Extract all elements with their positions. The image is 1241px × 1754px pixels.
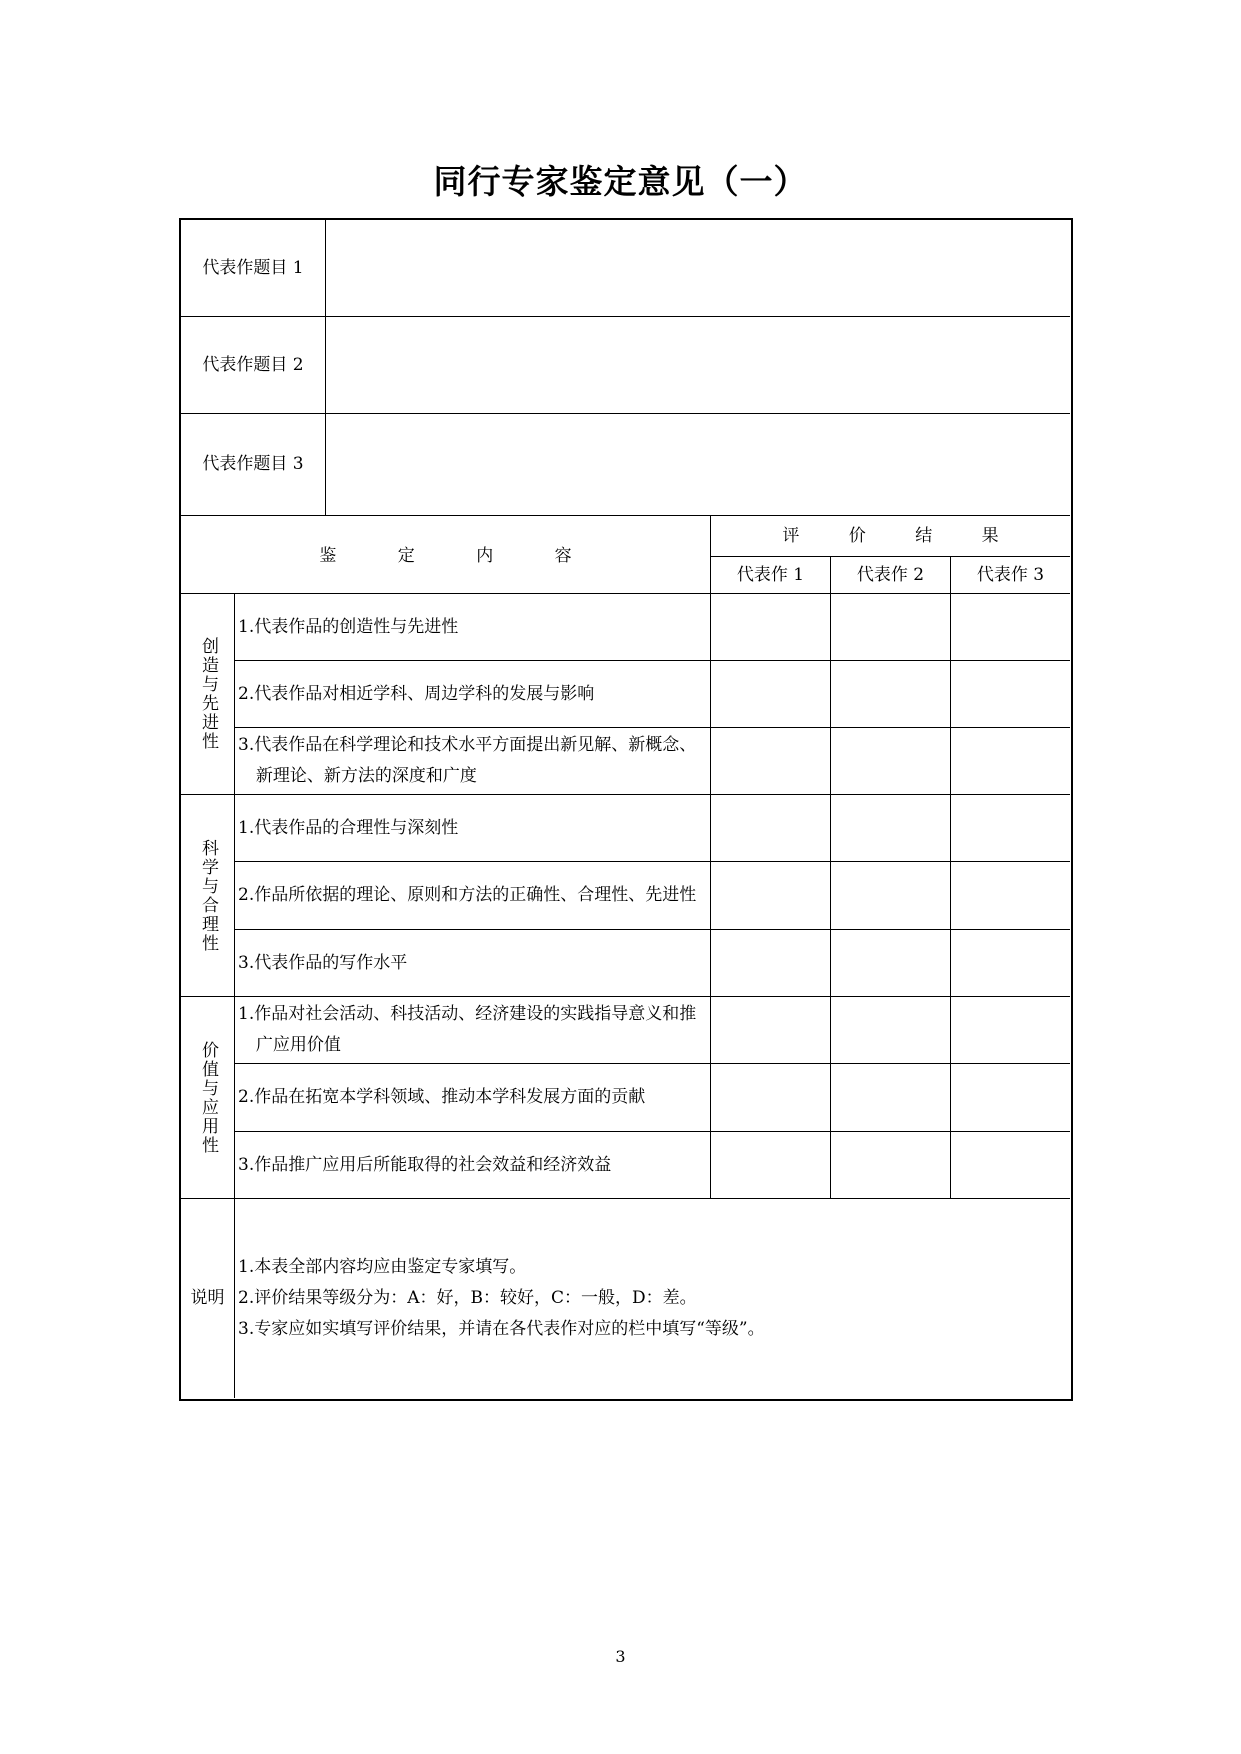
criterion-row — [235, 594, 710, 660]
criterion-text: 2.作品所依据的理论、原则和方法的正确性、合理性、先进性 — [238, 885, 697, 905]
rating-cell[interactable] — [711, 661, 830, 727]
rating-cell[interactable] — [951, 1132, 1070, 1198]
rating-cell[interactable] — [711, 930, 830, 996]
note-line: 1.本表全部内容均应由鉴定专家填写。 — [238, 1257, 527, 1277]
rating-cell[interactable] — [711, 728, 830, 794]
rating-cell[interactable] — [831, 661, 950, 727]
group-name: 科学与合理性 — [198, 838, 218, 953]
criterion-text: 3.代表作品的写作水平 — [238, 952, 408, 973]
criterion-text: 1.作品对社会活动、科技活动、经济建设的实践指导意义和推广应用价值 — [238, 1004, 697, 1055]
rating-cell[interactable] — [951, 862, 1070, 929]
criterion-row — [235, 1064, 710, 1131]
criterion-row — [235, 728, 710, 794]
note-line: 2.评价结果等级分为：A：好，B：较好，C：一般，D：差。 — [238, 1288, 697, 1308]
rating-cell[interactable] — [831, 1132, 950, 1198]
work-3-header: 代表作 3 — [976, 564, 1045, 585]
page-title: 同行专家鉴定意见（一） — [433, 162, 808, 201]
rating-cell[interactable] — [951, 930, 1070, 996]
rating-cell[interactable] — [831, 795, 950, 861]
group-label-creativity — [181, 594, 234, 794]
work-2-header: 代表作 2 — [856, 564, 925, 585]
criterion-row — [235, 1132, 710, 1198]
group-name: 价值与应用性 — [198, 1040, 218, 1155]
rating-cell[interactable] — [951, 997, 1070, 1063]
content-header: 鉴 定 内 容 — [319, 546, 600, 566]
rating-cell[interactable] — [951, 728, 1070, 794]
rating-cell[interactable] — [711, 795, 830, 861]
notes-label: 说明 — [190, 1288, 225, 1308]
appraisal-form — [179, 218, 1073, 1401]
rep-title-1-label: 代表作题目 1 — [202, 257, 304, 278]
group-label-value — [181, 997, 234, 1198]
rating-cell[interactable] — [831, 862, 950, 929]
rating-cell[interactable] — [951, 594, 1070, 660]
criterion-row — [235, 930, 710, 996]
criterion-text: 1.代表作品的创造性与先进性 — [238, 616, 459, 637]
rating-cell[interactable] — [711, 862, 830, 929]
rep-title-3-input[interactable] — [326, 414, 1070, 515]
criterion-text: 2.作品在拓宽本学科领域、推动本学科发展方面的贡献 — [238, 1087, 646, 1107]
work-1-header: 代表作 1 — [736, 564, 805, 585]
criterion-text: 1.代表作品的合理性与深刻性 — [238, 817, 459, 838]
group-name: 创造与先进性 — [198, 637, 218, 751]
rating-cell[interactable] — [831, 594, 950, 660]
rating-cell[interactable] — [831, 930, 950, 996]
criterion-row — [235, 661, 710, 727]
note-line: 3.专家应如实填写评价结果，并请在各代表作对应的栏中填写“等级”。 — [238, 1319, 765, 1339]
rating-cell[interactable] — [951, 661, 1070, 727]
rating-cell[interactable] — [831, 997, 950, 1063]
rating-cell[interactable] — [831, 728, 950, 794]
rating-cell[interactable] — [831, 1064, 950, 1131]
result-header: 评 价 结 果 — [782, 525, 1021, 546]
group-label-rationality — [181, 795, 234, 996]
page-number: 3 — [615, 1647, 626, 1666]
notes-body — [235, 1199, 1070, 1398]
criterion-row — [235, 862, 710, 929]
criterion-row — [235, 997, 710, 1063]
rating-cell[interactable] — [711, 594, 830, 660]
rating-cell[interactable] — [711, 1064, 830, 1131]
rep-title-2-label: 代表作题目 2 — [202, 354, 304, 375]
criterion-text: 3.作品推广应用后所能取得的社会效益和经济效益 — [238, 1154, 612, 1175]
rating-cell[interactable] — [711, 1132, 830, 1198]
rating-cell[interactable] — [951, 1064, 1070, 1131]
criterion-row — [235, 795, 710, 861]
criterion-text: 3.代表作品在科学理论和技术水平方面提出新见解、新概念、新理论、新方法的深度和广度 — [238, 735, 697, 786]
rep-title-1-input[interactable] — [326, 220, 1070, 316]
rating-cell[interactable] — [711, 997, 830, 1063]
rating-cell[interactable] — [951, 795, 1070, 861]
rep-title-3-label: 代表作题目 3 — [202, 454, 304, 474]
criterion-text: 2.代表作品对相近学科、周边学科的发展与影响 — [238, 683, 595, 704]
rep-title-2-input[interactable] — [326, 317, 1070, 413]
